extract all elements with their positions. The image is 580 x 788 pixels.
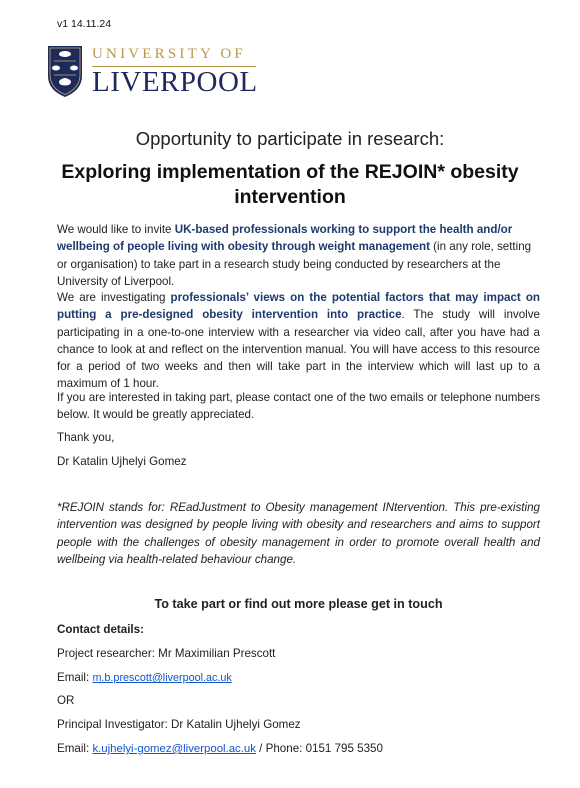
contact-heading: Contact details: [57, 623, 144, 636]
researcher-email-row [57, 669, 540, 687]
page-subtitle: Opportunity to participate in research: [135, 128, 445, 149]
email-label: Email: [57, 742, 93, 755]
pi-contact-row [57, 740, 540, 758]
page-title: Exploring implementation of the REJOIN* obesity intervention [61, 161, 519, 208]
invite-text-post: (in any role, setting or organisation) to take part in a research study being conducted by researchers at the University of Liverpool. [57, 240, 532, 288]
study-text-pre: We are investigating [57, 291, 171, 304]
rejoin-footnote: *REJOIN stands for: REadJustment to Obesity management INtervention. This pre-existing intervention was designed by people living with obesity and researchers and aims to support people with the challenges of obesity management in order to promote overall health and wellbeing via health-related behaviour change. [57, 501, 540, 566]
university-logo [46, 44, 266, 100]
study-highlight: professionals’ views on the potential factors that may impact on putting a pre-designed obesity intervention into practice [57, 291, 540, 322]
logo-university-of: UNIVERSITY OF [92, 46, 246, 62]
researcher-line: Project researcher: Mr Maximilian Prescott [57, 647, 276, 660]
study-paragraph [57, 289, 540, 393]
invite-highlight: UK-based professionals working to support the health and/or wellbeing of people living with obesity through weight management [57, 223, 513, 254]
signature: Dr Katalin Ujhelyi Gomez [57, 455, 187, 468]
pi-line: Principal Investigator: Dr Katalin Ujhelyi Gomez [57, 718, 301, 731]
version-label: v1 14.11.24 [57, 18, 112, 30]
or-separator: OR [57, 694, 75, 707]
interest-paragraph: If you are interested in taking part, please contact one of the two emails or telephone numbers below. It would be greatly appreciated. [57, 391, 540, 422]
study-text-post: . The study will involve participating in a one-to-one interview with a researcher via video call, after you have had a chance to look at and reflect on the intervention manual. You will have access to this resource for a period of two weeks and then will take part in the interview which will last up to a maximum of 1 hour. [57, 308, 540, 391]
invite-paragraph [57, 221, 540, 290]
invite-text-pre: We would like to invite [57, 223, 175, 236]
call-to-action: To take part or find out more please get in touch [154, 597, 443, 611]
thanks-text: Thank you, [57, 431, 115, 444]
logo-liverpool: LIVERPOOL [92, 66, 258, 98]
pi-phone: / Phone: 0151 795 5350 [255, 742, 383, 755]
researcher-email-link[interactable]: m.b.prescott@liverpool.ac.uk [92, 672, 232, 684]
email-label: Email: [57, 671, 93, 684]
liver-bird-crest-icon [46, 44, 84, 98]
pi-email-link[interactable]: k.ujhelyi-gomez@liverpool.ac.uk [92, 743, 256, 755]
